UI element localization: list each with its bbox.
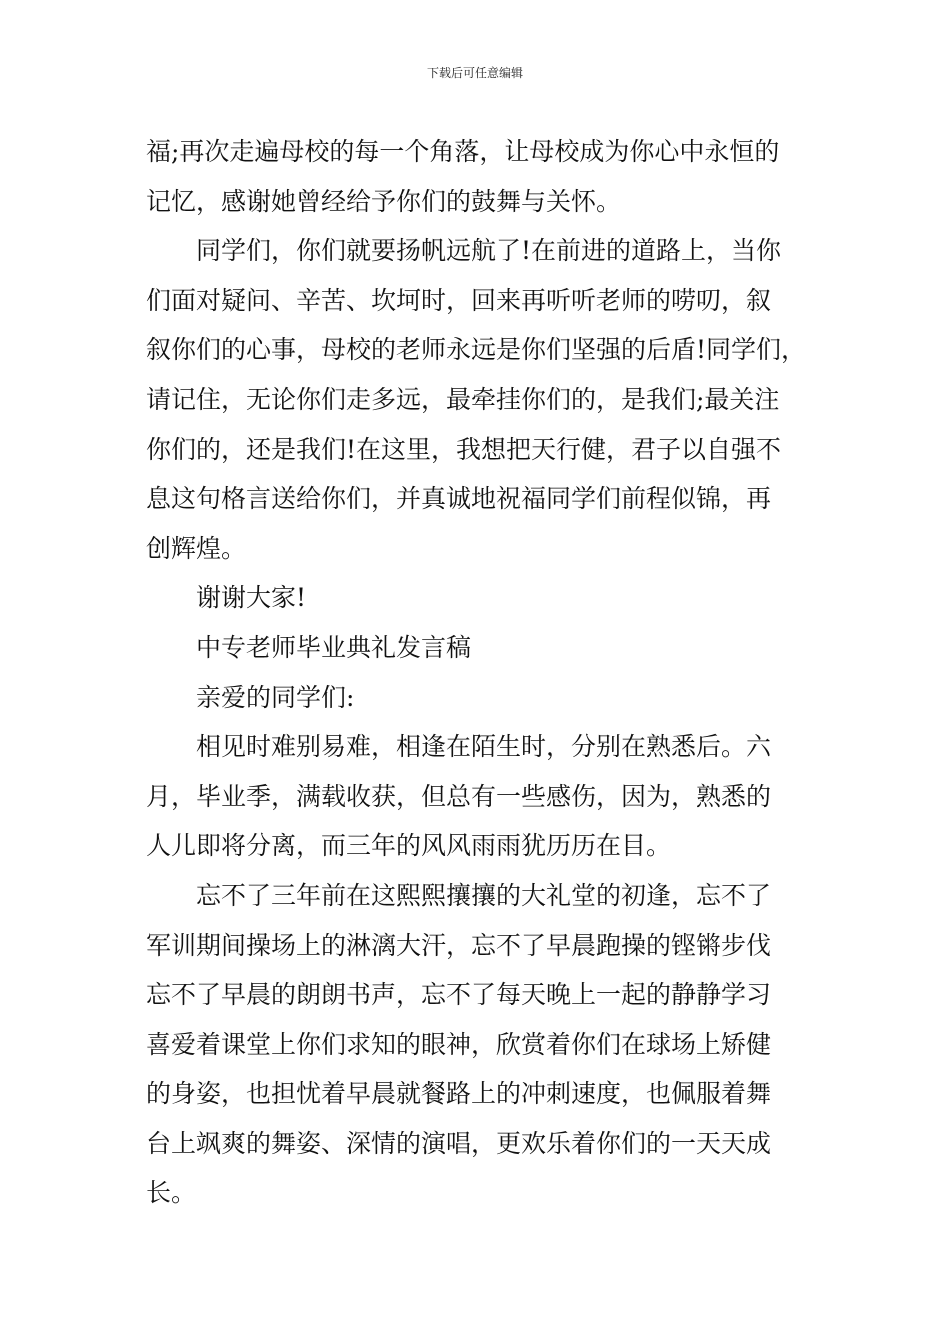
paragraph-start-line: 同学们，你们就要扬帆远航了!在前进的道路上，当你 [196,236,782,266]
text-line: 创辉煌。 [146,533,247,563]
paragraph-start-line: 忘不了三年前在这熙熙攘攘的大礼堂的初逢，忘不了 [196,880,772,910]
text-line: 请记住，无论你们走多远，最牵挂你们的，是我们;最关注 [146,384,780,414]
text-line: 人儿即将分离，而三年的风风雨雨犹历历在目。 [146,831,672,861]
paragraph-start-line: 相见时难别易难，相逢在陌生时，分别在熟悉后。六 [196,732,772,762]
text-line: 记忆，感谢她曾经给予你们的鼓舞与关怀。 [146,186,622,216]
section-title: 中专老师毕业典礼发言稿 [196,632,472,662]
thanks-line: 谢谢大家! [196,583,307,613]
text-line: 福;再次走遍母校的每一个角落，让母校成为你心中永恒的 [146,137,780,166]
text-line: 长。 [146,1178,197,1208]
text-line: 忘不了早晨的朗朗书声，忘不了每天晚上一起的静静学习 [146,980,772,1010]
text-line: 叙你们的心事，母校的老师永远是你们坚强的后盾!同学们， [146,335,807,365]
text-line: 你们的，还是我们!在这里，我想把天行健，君子以自强不 [146,434,782,464]
document-body [146,127,818,1218]
text-line: 的身姿，也担忧着早晨就餐路上的冲刺速度，也佩服着舞 [146,1079,772,1109]
page-header: 下载后可任意编辑 [426,66,523,80]
text-line: 息这句格言送给你们，并真诚地祝福同学们前程似锦，再 [146,484,772,514]
text-line: 台上飒爽的舞姿、深情的演唱，更欢乐着你们的一天天成 [146,1128,772,1158]
text-line: 喜爱着课堂上你们求知的眼神，欣赏着你们在球场上矫健 [146,1029,772,1059]
text-line: 们面对疑问、辛苦、坎坷时，回来再听听老师的唠叨，叙 [146,285,772,315]
text-line: 军训期间操场上的淋漓大汗，忘不了早晨跑操的铿锵步伐 [146,930,772,960]
salutation: 亲爱的同学们: [196,682,355,712]
text-line: 月，毕业季，满载收获，但总有一些感伤，因为，熟悉的 [146,781,772,811]
